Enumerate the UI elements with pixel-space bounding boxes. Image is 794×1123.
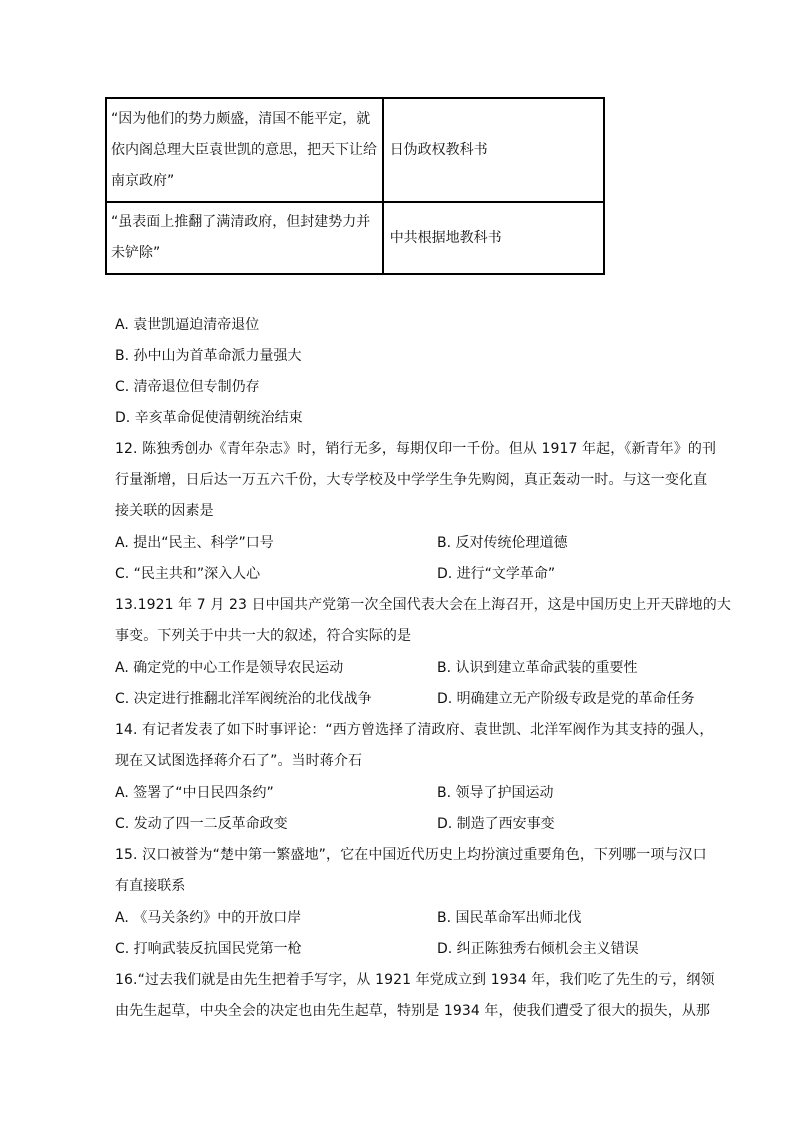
q15-option-d: D. 纠正陈独秀右倾机会主义错误 bbox=[437, 941, 639, 957]
source-cell: 中共根据地教科书 bbox=[383, 202, 604, 274]
table-row bbox=[106, 202, 604, 274]
q13-option-d: D. 明确建立无产阶级专政是党的革命任务 bbox=[437, 691, 695, 707]
q12-stem-line: 12. 陈独秀创办《青年杂志》时，销行无多，每期仅印一千份。但从 1917 年起，《新青年》的刊 bbox=[115, 441, 717, 457]
q12-option-a: A. 提出“民主、科学”口号 bbox=[115, 535, 274, 551]
q13-stem-line: 13.1921 年 7 月 23 日中国共产党第一次全国代表大会在上海召开，这是中国历史上开天辟地的大 bbox=[115, 597, 731, 613]
quote-cell: “因为他们的势力颇盛，清国不能平定，就依内阁总理大臣袁世凯的意思，把天下让给南京政府” bbox=[106, 98, 383, 202]
q14-option-c: C. 发动了四一二反革命政变 bbox=[115, 816, 288, 832]
table-row bbox=[106, 98, 604, 202]
q13-option-c: C. 决定进行推翻北洋军阀统治的北伐战争 bbox=[115, 691, 372, 707]
q15-stem-line: 15. 汉口被誉为“楚中第一繁盛地”，它在中国近代历史上均扮演过重要角色，下列哪一项与汉口 bbox=[115, 847, 707, 863]
quote-cell: “虽表面上推翻了满清政府，但封建势力并未铲除” bbox=[106, 202, 383, 274]
q12-stem-line: 接关联的因素是 bbox=[115, 503, 214, 519]
q14-stem-line: 14. 有记者发表了如下时事评论：“西方曾选择了清政府、袁世凯、北洋军阀作为其支持的强人， bbox=[115, 722, 714, 738]
q12-option-c: C. “民主共和”深入人心 bbox=[115, 566, 261, 582]
q11-option-c: C. 清帝退位但专制仍存 bbox=[115, 379, 260, 395]
q14-option-b: B. 领导了护国运动 bbox=[437, 785, 554, 801]
q13-stem-line: 事变。下列关于中共一大的叙述，符合实际的是 bbox=[115, 628, 412, 644]
source-cell: 日伪政权教科书 bbox=[383, 98, 604, 202]
q13-option-b: B. 认识到建立革命武装的重要性 bbox=[437, 660, 638, 676]
q12-option-b: B. 反对传统伦理道德 bbox=[437, 535, 568, 551]
q15-stem-line: 有直接联系 bbox=[115, 878, 186, 894]
q11-option-a: A. 袁世凯逼迫清帝退位 bbox=[115, 317, 260, 333]
q15-option-a: A. 《马关条约》中的开放口岸 bbox=[115, 910, 302, 926]
q11-option-b: B. 孙中山为首革命派力量强大 bbox=[115, 348, 302, 364]
q14-stem-line: 现在又试图选择蒋介石了”。当时蒋介石 bbox=[115, 753, 363, 769]
q14-option-a: A. 签署了“中日民四条约” bbox=[115, 785, 274, 801]
q16-stem-line: 由先生起草，中央全会的决定也由先生起草，特别是 1934 年，使我们遭受了很大的损失，从那 bbox=[115, 1003, 711, 1019]
q15-option-b: B. 国民革命军出师北伐 bbox=[437, 910, 582, 926]
q12-stem-line: 行量渐增，日后达一万五六千份，大专学校及中学学生争先购阅，真正轰动一时。与这一变化直 bbox=[115, 472, 708, 488]
q14-option-d: D. 制造了西安事变 bbox=[437, 816, 555, 832]
quote-table bbox=[105, 97, 605, 275]
q11-option-d: D. 辛亥革命促使清朝统治结束 bbox=[115, 410, 303, 426]
q15-option-c: C. 打响武装反抗国民党第一枪 bbox=[115, 941, 302, 957]
q12-option-d: D. 进行“文学革命” bbox=[437, 566, 556, 582]
q16-stem-line: 16.“过去我们就是由先生把着手写字，从 1921 年党成立到 1934 年，我们吃了先生的亏，纲领 bbox=[115, 972, 715, 988]
q13-option-a: A. 确定党的中心工作是领导农民运动 bbox=[115, 660, 344, 676]
